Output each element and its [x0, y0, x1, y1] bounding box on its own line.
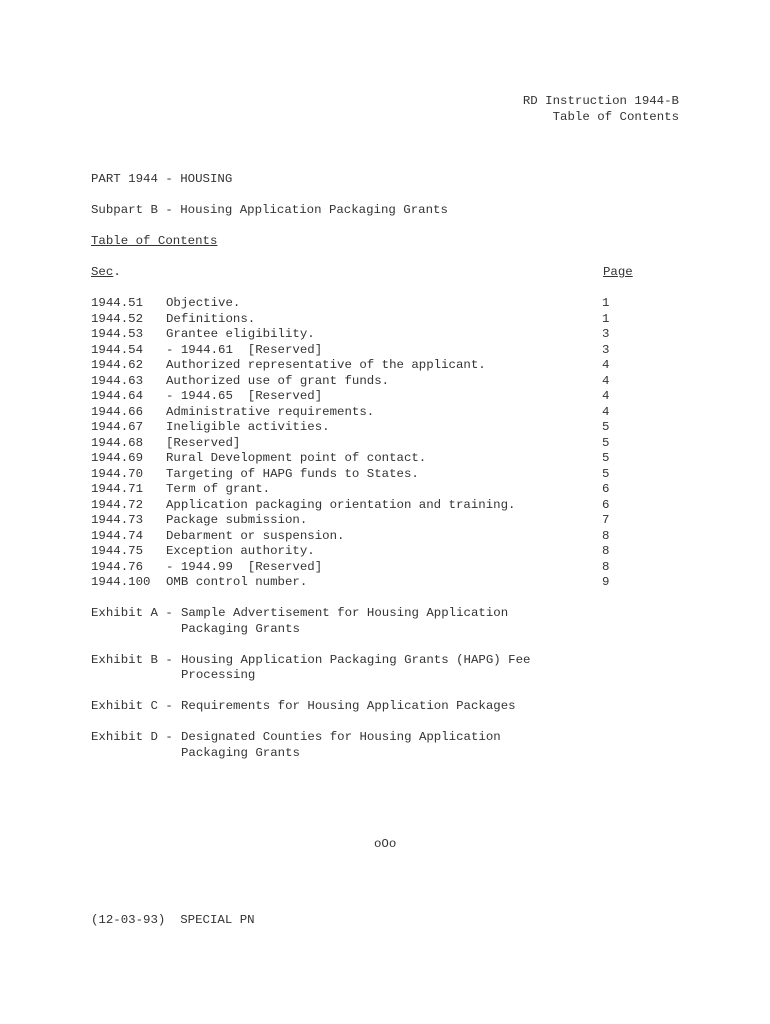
section-number: 1944.74: [91, 528, 144, 543]
section-title: Objective.: [166, 296, 241, 310]
section-page: 5: [602, 435, 610, 450]
section-title: Authorized use of grant funds.: [166, 373, 390, 388]
section-title: Targeting of HAPG funds to States.: [166, 466, 419, 481]
document-header: [523, 94, 679, 125]
exhibit-label: Exhibit B -: [91, 652, 173, 667]
section-title: Application packaging orientation and training.: [166, 497, 516, 512]
section-number: 1944.66: [91, 404, 144, 419]
toc-row: [91, 358, 641, 374]
section-page: 8: [602, 544, 610, 558]
exhibit-title: Designated Counties for Housing Application Packaging Grants: [181, 730, 501, 760]
toc-row: [91, 467, 641, 483]
section-number: 1944.76: [91, 559, 144, 574]
separator-mark: oOo: [374, 837, 397, 851]
page-column-header: Page: [603, 265, 633, 279]
section-title: - 1944.61 [Reserved]: [166, 342, 323, 357]
section-page: 5: [602, 466, 610, 481]
section-page: 4: [602, 358, 610, 372]
toc-row: [91, 389, 641, 405]
toc-row: [91, 343, 641, 359]
toc-row: [91, 327, 641, 343]
toc-row: [91, 296, 641, 312]
section-page: 1: [602, 311, 610, 326]
toc-row: [91, 405, 641, 421]
toc-row: [91, 560, 641, 576]
section-title: [Reserved]: [166, 435, 241, 450]
section-number: 1944.64: [91, 389, 144, 403]
footer-date: (12-03-93) SPECIAL PN: [91, 913, 255, 927]
exhibit-entry: [91, 730, 530, 761]
section-page: 8: [602, 528, 610, 543]
section-page: 1: [602, 296, 610, 310]
section-page: 5: [602, 420, 610, 434]
section-title: Ineligible activities.: [166, 420, 330, 434]
section-title: Grantee eligibility.: [166, 327, 315, 341]
section-number: 1944.100: [91, 575, 151, 589]
exhibit-entry: [91, 699, 530, 715]
section-title: - 1944.65 [Reserved]: [166, 389, 323, 403]
toc-section-list: [91, 296, 641, 591]
toc-row: [91, 451, 641, 467]
toc-row: [91, 482, 641, 498]
exhibit-title: Sample Advertisement for Housing Application Packaging Grants: [181, 606, 509, 636]
section-page: 9: [602, 575, 610, 589]
header-toc: Table of Contents: [552, 109, 679, 124]
toc-row: [91, 575, 641, 591]
exhibit-label: Exhibit D -: [91, 730, 173, 744]
exhibit-title: Housing Application Packaging Grants (HAPG) Fee Processing: [181, 652, 531, 682]
section-number: 1944.69: [91, 451, 144, 465]
part-title: PART 1944 - HOUSING: [91, 172, 233, 186]
section-number: 1944.54: [91, 342, 144, 357]
section-page: 4: [602, 389, 610, 403]
section-number: 1944.68: [91, 435, 144, 450]
section-title: Authorized representative of the applicant.: [166, 358, 486, 372]
exhibit-title: Requirements for Housing Application Packages: [181, 699, 516, 713]
section-title: Rural Development point of contact.: [166, 451, 427, 465]
section-number: 1944.51: [91, 296, 144, 310]
toc-row: [91, 420, 641, 436]
toc-row: [91, 513, 641, 529]
section-number: 1944.71: [91, 482, 144, 496]
toc-row: [91, 529, 641, 545]
section-number: 1944.53: [91, 327, 144, 341]
sec-column-header: [91, 265, 121, 281]
section-page: 3: [602, 327, 610, 341]
section-page: 6: [602, 482, 610, 496]
section-title: Definitions.: [166, 311, 256, 326]
subpart-title: Subpart B - Housing Application Packaging Grants: [91, 203, 448, 217]
header-instruction: RD Instruction 1944-B: [522, 94, 679, 108]
section-number: 1944.67: [91, 420, 144, 434]
section-number: 1944.62: [91, 358, 144, 372]
section-page: 8: [602, 559, 610, 574]
sec-label: Sec: [91, 265, 114, 279]
toc-row: [91, 312, 641, 328]
section-title: - 1944.99 [Reserved]: [166, 559, 323, 574]
section-title: Administrative requirements.: [166, 404, 375, 419]
exhibit-label: Exhibit C -: [91, 699, 173, 713]
section-title: Exception authority.: [166, 544, 315, 558]
exhibit-list: [91, 606, 530, 777]
toc-row: [91, 436, 641, 452]
section-page: 3: [602, 342, 610, 357]
section-number: 1944.73: [91, 513, 144, 527]
exhibit-label: Exhibit A -: [91, 606, 173, 620]
section-page: 6: [602, 497, 610, 512]
section-page: 5: [602, 451, 610, 465]
section-title: OMB control number.: [166, 575, 308, 589]
toc-row: [91, 498, 641, 514]
section-number: 1944.52: [91, 311, 144, 326]
section-title: Package submission.: [166, 513, 308, 527]
sec-label-period: .: [113, 265, 121, 279]
section-number: 1944.70: [91, 466, 144, 481]
toc-row: [91, 374, 641, 390]
section-number: 1944.75: [91, 544, 144, 558]
section-page: 4: [602, 404, 610, 419]
section-number: 1944.72: [91, 497, 144, 512]
section-number: 1944.63: [91, 373, 144, 388]
exhibit-entry: [91, 653, 530, 684]
toc-row: [91, 544, 641, 560]
section-page: 7: [602, 513, 610, 527]
section-title: Term of grant.: [166, 482, 271, 496]
section-page: 4: [602, 373, 610, 388]
exhibit-entry: [91, 606, 530, 637]
toc-title: Table of Contents: [91, 234, 218, 248]
section-title: Debarment or suspension.: [166, 528, 345, 543]
